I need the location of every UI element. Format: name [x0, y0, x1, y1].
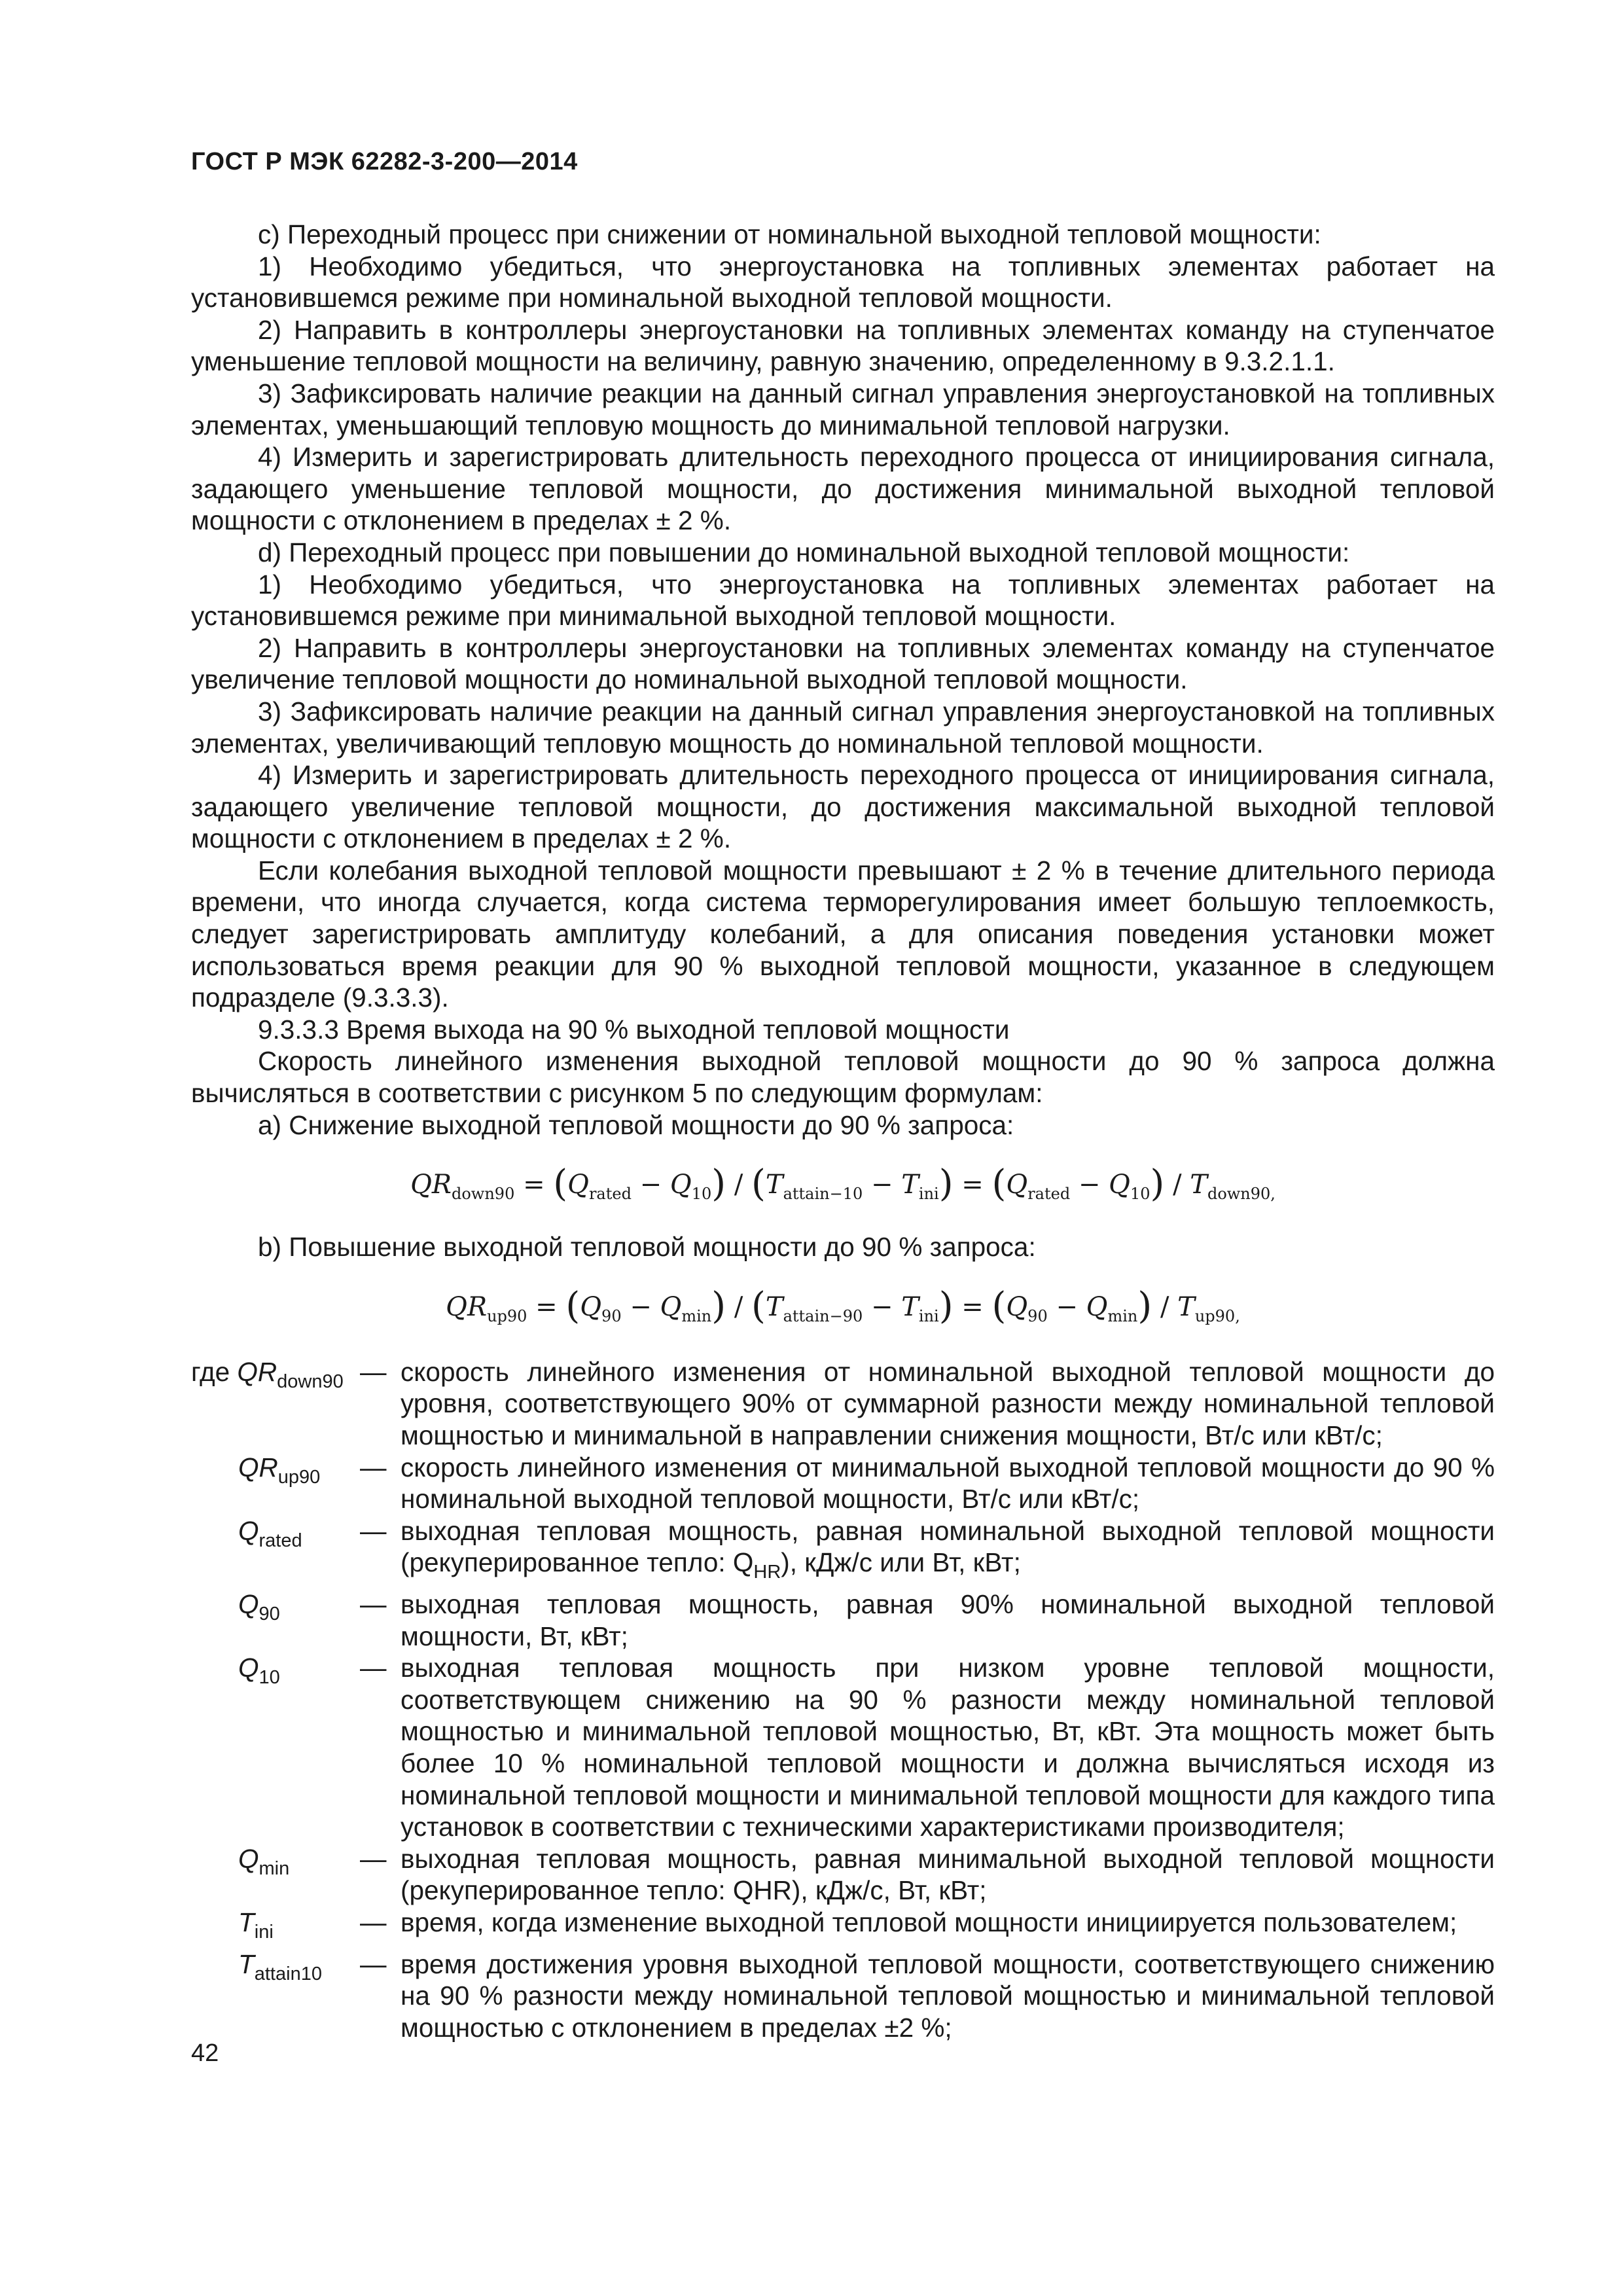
definition-term: где $QR_{down90}$	[191, 1356, 344, 1392]
definition-term: $Q_{10}$	[238, 1653, 280, 1689]
definition-item: $T_{ini}$ — время, когда изменение выходной тепловой мощности инициируется пользователем;	[191, 1907, 1495, 1948]
formula-up90: $QR_{up90} = (Q_{90} - Q_{min}) / (T_{attain-90} - T_{ini}) = (Q_{90} - Q_{min}) / T_{up90,}$	[446, 1284, 1240, 1327]
paragraph: d) Переходный процесс при повышении до номинальной выходной тепловой мощности:	[258, 537, 1350, 567]
definition-term: $QR_{up90}$	[238, 1452, 321, 1488]
definition-term: $Q_{90}$	[238, 1588, 280, 1624]
paragraph: с) Переходный процесс при снижении от номинальной выходной тепловой мощности:	[258, 219, 1321, 249]
definition-text: время достижения уровня выходной тепловой мощности, соответствующего снижению на 90 % разности между номинальной тепловой мощностью и минимальной тепловой мощностью с отклонением в пределах ±2 %;	[401, 1948, 1495, 2043]
definition-text: скорость линейного изменения от номинальной выходной тепловой мощности до уровня, соответствующего 90% от суммарной разности между номинальной тепловой мощностью и минимальной в направлении снижения мощности, Вт/с или кВт/с;	[401, 1356, 1495, 1450]
paragraph: Скорость линейного изменения выходной тепловой мощности до 90 % запроса должна вычисляться в соответствии с рисунком 5 по следующим формулам:	[191, 1046, 1495, 1109]
paragraph: 1) Необходимо убедиться, что энергоустановка на топливных элементах работает на установившемся режиме при минимальной выходной тепловой мощности.	[191, 569, 1495, 632]
definition-text: скорость линейного изменения от минимальной выходной тепловой мощности до 90 % номинальной выходной тепловой мощности, Вт/с или кВт/с;	[401, 1452, 1495, 1515]
definition-term: $Q_{min}$	[238, 1843, 290, 1879]
paragraph: 3) Зафиксировать наличие реакции на данный сигнал управления энергоустановкой на топливных элементах, уменьшающий тепловую мощность до минимальной тепловой нагрузки.	[191, 378, 1495, 440]
formula-down90: $QR_{down90} = (Q_{rated} - Q_{10}) / (T_{attain-10} - T_{ini}) = (Q_{rated} - Q_{10}) / T_{down90,}$	[410, 1162, 1275, 1206]
document-body	[191, 219, 1495, 2043]
definition-item: $T_{attain10}$ — время достижения уровня выходной тепловой мощности, соответствующего снижению на 90 % разности между номинальной тепловой мощностью и минимальной тепловой мощностью с отклонением в пределах ±2 %;	[191, 1948, 1495, 2044]
paragraph: 2) Направить в контроллеры энергоустановки на топливных элементах команду на ступенчатое увеличение тепловой мощности до номинальной выходной тепловой мощности.	[191, 632, 1495, 695]
paragraph: 2) Направить в контроллеры энергоустановки на топливных элементах команду на ступенчатое уменьшение тепловой мощности на величину, равную значению, определенному в 9.3.2.1.1.	[191, 314, 1495, 377]
definition-item: $Q_{10}$ — выходная тепловая мощность при низком уровне тепловой мощности, соответствующем снижению на 90 % разности между номинальной тепловой мощностью и минимальной тепловой мощностью, Вт, кВт. Эта мощность может быть более 10 % номинальной тепловой мощности и должна вычисляться исходя из номинальной тепловой мощности и минимальной тепловой мощности для каждого типа установок в соответствии с техническими характеристиками производителя;	[191, 1652, 1495, 1843]
definition-term: $T_{ini}$	[238, 1907, 274, 1943]
definition-text: выходная тепловая мощность при низком уровне тепловой мощности, соответствующем снижению на 90 % разности между номинальной тепловой мощностью и минимальной тепловой мощностью, Вт, кВт. Эта мощность может быть более 10 % номинальной тепловой мощности и должна вычисляться исходя из номинальной тепловой мощности и минимальной тепловой мощности для каждого типа установок в соответствии с техническими характеристиками производителя;	[401, 1653, 1495, 1842]
paragraph: 1) Необходимо убедиться, что энергоустановка на топливных элементах работает на установившемся режиме при номинальной выходной тепловой мощности.	[191, 251, 1495, 314]
definition-item: $Q_{min}$ — выходная тепловая мощность, равная минимальной выходной тепловой мощности (рекуперированное тепло: QHR), кДж/с, Вт, кВт;	[191, 1843, 1495, 1907]
definition-text: выходная тепловая мощность, равная номинальной выходной тепловой мощности (рекуперированное тепло: $Q_{HR}$), кДж/с или Вт, кВт;	[401, 1515, 1495, 1583]
paragraph: а) Снижение выходной тепловой мощности до 90 % запроса:	[258, 1109, 1014, 1140]
paragraph: 3) Зафиксировать наличие реакции на данный сигнал управления энергоустановкой на топливных элементах, увеличивающий тепловую мощность до номинальной тепловой мощности.	[191, 696, 1495, 759]
definitions-list	[191, 1356, 1495, 2043]
definition-term: $Q_{rated}$	[238, 1515, 302, 1551]
paragraph: 4) Измерить и зарегистрировать длительность переходного процесса от инициирования сигнала, задающего увеличение тепловой мощности, до достижения максимальной выходной тепловой мощности с отклонением в пределах ± 2 %.	[191, 760, 1495, 854]
definition-text: выходная тепловая мощность, равная 90% номинальной выходной тепловой мощности, Вт, кВт;	[401, 1588, 1495, 1651]
paragraph: 4) Измерить и зарегистрировать длительность переходного процесса от инициирования сигнала, задающего уменьшение тепловой мощности, до достижения минимальной выходной тепловой мощности с отклонением в пределах ± 2 %.	[191, 442, 1495, 536]
definition-text: время, когда изменение выходной тепловой мощности инициируется пользователем;	[401, 1907, 1457, 1937]
section-heading: 9.3.3.3 Время выхода на 90 % выходной тепловой мощности	[258, 1014, 1010, 1045]
definition-term: $T_{attain10}$	[238, 1948, 322, 1984]
definition-item: $Q_{90}$ — выходная тепловая мощность, равная 90% номинальной выходной тепловой мощности, Вт, кВт;	[191, 1588, 1495, 1652]
definition-item: $Q_{rated}$ — выходная тепловая мощность, равная номинальной выходной тепловой мощности (рекуперированное тепло: $Q_{HR}$), кДж/с или Вт, кВт;	[191, 1515, 1495, 1588]
definition-item: $QR_{up90}$ — скорость линейного изменения от минимальной выходной тепловой мощности до 90 % номинальной выходной тепловой мощности, Вт/с или кВт/с;	[191, 1452, 1495, 1515]
paragraph: b) Повышение выходной тепловой мощности до 90 % запроса:	[258, 1232, 1036, 1263]
paragraph: Если колебания выходной тепловой мощности превышают ± 2 % в течение длительного периода времени, что иногда случается, когда система терморегулирования имеет большую теплоемкость, следует зарегистрировать амплитуду колебаний, а для описания поведения установки может использоваться время реакции для 90 % выходной тепловой мощности, указанное в следующем подразделе (9.3.3.3).	[191, 855, 1495, 1013]
definition-item: где $QR_{down90}$ — скорость линейного изменения от номинальной выходной тепловой мощности до уровня, соответствующего 90% от суммарной разности между номинальной тепловой мощностью и минимальной в направлении снижения мощности, Вт/с или кВт/с;	[191, 1356, 1495, 1450]
definition-text: выходная тепловая мощность, равная минимальной выходной тепловой мощности (рекуперированное тепло: QHR), кДж/с, Вт, кВт;	[401, 1843, 1495, 1906]
page-number: 42	[191, 2039, 219, 2067]
document-header: ГОСТ Р МЭК 62282-3-200—2014	[191, 148, 578, 175]
